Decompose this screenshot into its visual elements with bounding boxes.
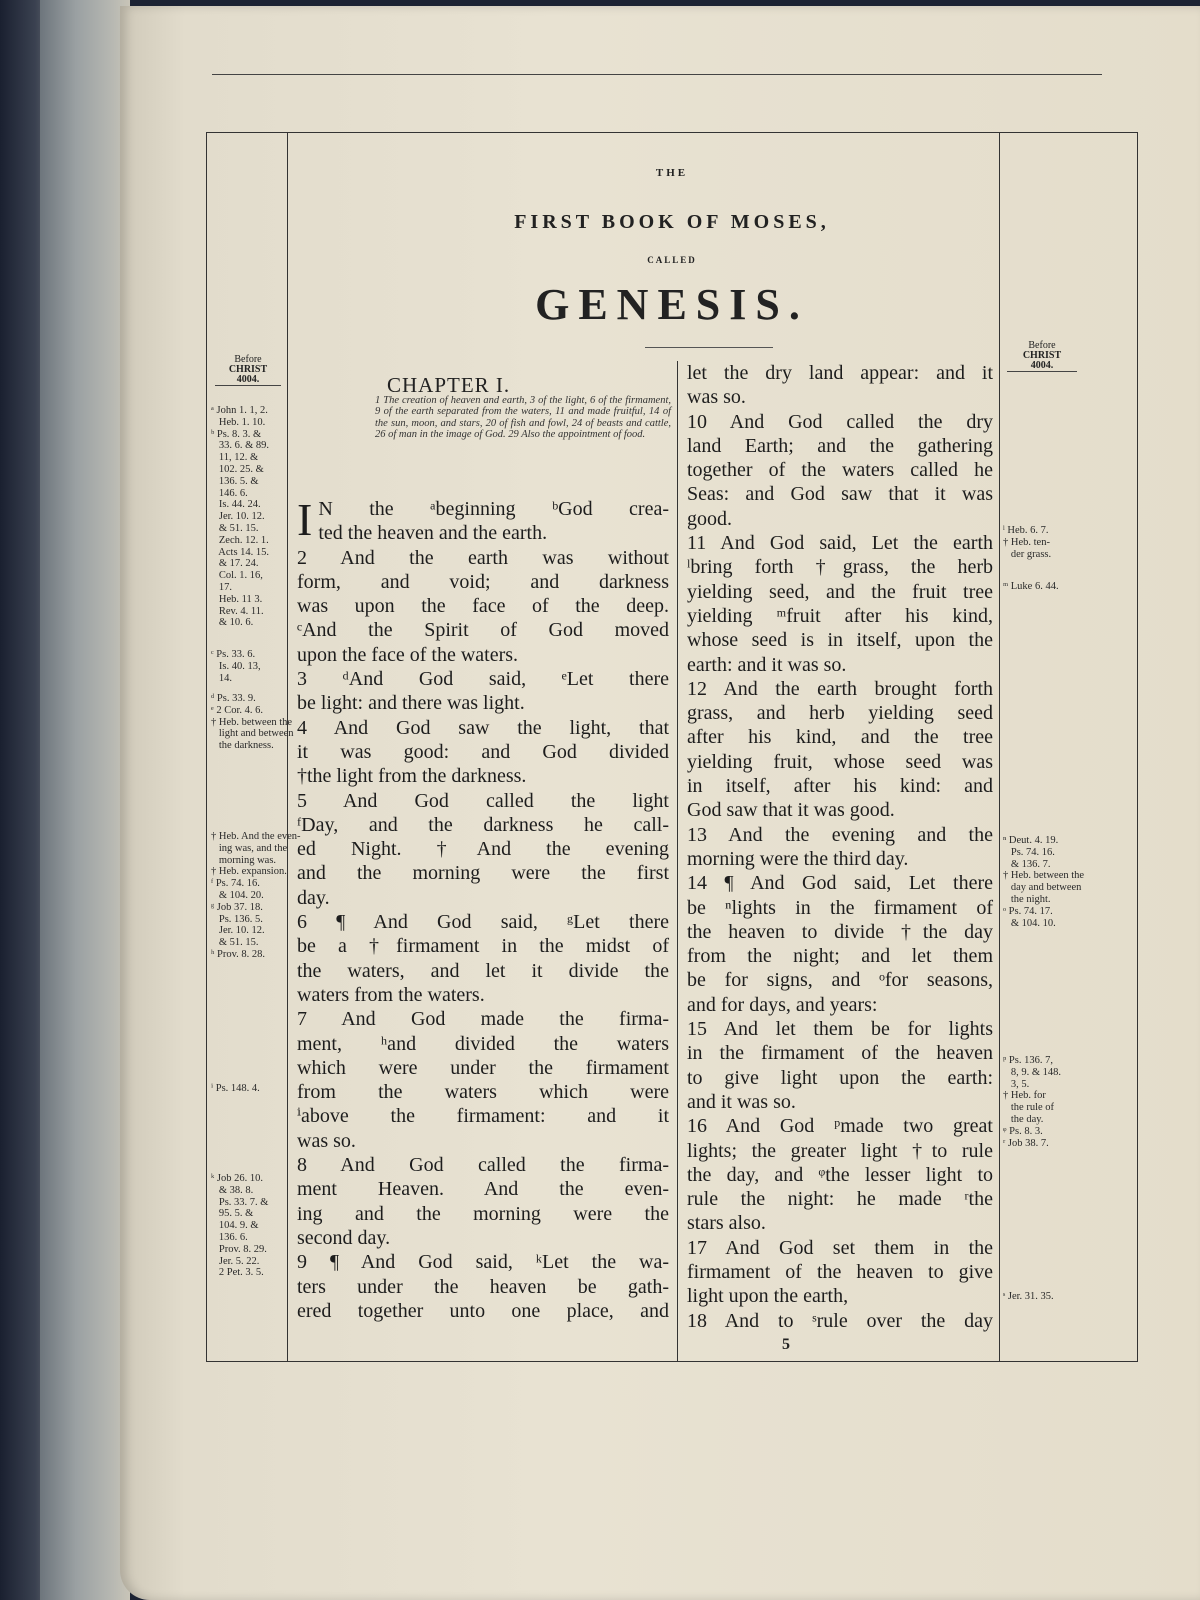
text-line: 13 And the evening and the: [687, 823, 993, 846]
cross-reference: ᵏ Job 26. 10. & 38. 8. Ps. 33. 7. & 95. 5. & 104. 9. & 136. 6. Prov. 8. 29. Jer. 5. 22. 2 Pet. 3. 5.: [211, 1173, 269, 1279]
text-line: ed Night. †And the evening: [297, 838, 669, 861]
text-line: ⁱabove the firmament: and it: [297, 1105, 669, 1128]
text-line: 2 And the earth was without: [297, 546, 669, 569]
text-line: from the night; and let them: [687, 945, 993, 968]
text-line: 11 And God said, Let the earth: [687, 532, 993, 555]
text-line: the heaven to divide †the day: [687, 920, 993, 943]
text-line: be light: and there was light.: [297, 692, 525, 715]
text-line: land Earth; and the gathering: [687, 434, 993, 457]
text-line: and it was so.: [687, 1090, 796, 1113]
text-line: it was good: and God divided: [297, 740, 669, 763]
year-left: 4004.: [215, 375, 281, 386]
text-line: let the dry land appear: and it: [687, 362, 993, 384]
text-line: earth: and it was so.: [687, 653, 847, 676]
cross-reference: ⁿ Deut. 4. 19. Ps. 74. 16. & 136. 7. † Heb. between the day and between the night. ᵒ Ps. 74. 17. & 104. 10.: [1003, 835, 1085, 929]
book-page: [120, 6, 1200, 1600]
text-line: after his kind, and the tree: [687, 726, 993, 749]
page-frame: [206, 132, 1138, 1362]
text-line: ment Heaven. And the even-: [297, 1178, 669, 1201]
text-line: upon the face of the waters.: [297, 643, 519, 666]
text-line: and for days, and years:: [687, 993, 878, 1016]
cross-reference: ᵐ Luke 6. 44.: [1003, 581, 1059, 592]
christ-label: CHRIST: [228, 364, 268, 375]
text-line: 3 ᵈAnd God said, ᵉLet there: [297, 668, 669, 691]
text-line: ment, ʰand divided the waters: [297, 1032, 669, 1055]
text-line: lights; the greater light †to rule: [687, 1139, 993, 1162]
text-line: 7 And God made the firma-: [297, 1008, 669, 1031]
cross-reference: ᶜ Ps. 33. 6. Is. 40. 13, 14.: [211, 649, 261, 684]
text-line: day.: [297, 886, 330, 909]
text-line: and the morning were the first: [297, 862, 669, 885]
before-label: Before: [234, 354, 262, 365]
text-line: 9 ¶ And God said, ᵏLet the wa-: [297, 1251, 669, 1274]
title-rule: [645, 347, 773, 348]
before-christ-right: [1007, 341, 1077, 372]
text-line: 16 And God ᵖmade two great: [687, 1115, 993, 1138]
text-line: be a †firmament in the midst of: [297, 935, 669, 958]
text-line: good.: [687, 507, 732, 530]
text-line: yielding fruit, whose seed was: [687, 750, 993, 773]
header-first-book: FIRST BOOK OF MOSES,: [514, 211, 830, 233]
text-line: be ⁿlights in the firmament of: [687, 896, 993, 919]
text-line: ters under the heaven be gath-: [297, 1275, 669, 1298]
cross-reference: ˡ Heb. 6. 7. † Heb. ten- der grass.: [1003, 525, 1052, 560]
page-number: 5: [782, 1336, 790, 1353]
text-line: ᶠDay, and the darkness he call-: [297, 813, 669, 836]
christ-label: CHRIST: [1022, 350, 1062, 361]
text-line: †the light from the darkness.: [297, 765, 527, 788]
text-line: ered together unto one place, and: [297, 1299, 669, 1322]
text-line: waters from the waters.: [297, 983, 485, 1006]
text-line: morning were the third day.: [687, 847, 909, 870]
text-line: 6 ¶ And God said, ᵍLet there: [297, 911, 669, 934]
text-line: was so.: [687, 386, 746, 409]
text-line: form, and void; and darkness: [297, 570, 669, 593]
text-line: second day.: [297, 1226, 391, 1249]
text-line: light upon the earth,: [687, 1285, 849, 1308]
text-line: ted the heaven and the earth.: [318, 522, 548, 545]
chapter-heading: CHAPTER I.: [387, 373, 511, 397]
column-divider: [677, 361, 678, 1361]
text-line: 12 And the earth brought forth: [687, 677, 993, 700]
text-line: be for signs, and ᵒfor seasons,: [687, 969, 993, 992]
cross-reference: ᵖ Ps. 136. 7, 8, 9. & 148. 3, 5. † Heb. for the rule of the day. ᵠ Ps. 8. 3. ʳ Job 38. 7.: [1003, 1055, 1062, 1149]
text-line: yielding ᵐfruit after his kind,: [687, 604, 993, 627]
text-line: N the ᵃbeginning ᵇGod crea-: [318, 498, 669, 520]
text-line: from the waters which were: [297, 1081, 669, 1104]
text-line: 8 And God called the firma-: [297, 1154, 669, 1177]
text-line: stars also.: [687, 1212, 766, 1235]
book-title: GENESIS.: [535, 280, 809, 329]
text-line: yielding seed, and the fruit tree: [687, 580, 993, 603]
text-line: 4 And God saw the light, that: [297, 716, 669, 739]
header-called: CALLED: [647, 255, 697, 265]
top-rule: [212, 74, 1102, 75]
text-line: grass, and herb yielding seed: [687, 702, 993, 725]
text-line: to give light upon the earth:: [687, 1066, 993, 1089]
cross-reference: ᵈ Ps. 33. 9. ᵉ 2 Cor. 4. 6. † Heb. between the light and between the darkness.: [211, 693, 294, 752]
text-line: 14 ¶ And God said, Let there: [687, 872, 993, 895]
right-text-column: [687, 361, 993, 1333]
text-line: 10 And God called the dry: [687, 410, 993, 433]
text-line: ᶜAnd the Spirit of God moved: [297, 619, 669, 642]
before-label: Before: [1028, 340, 1056, 351]
cross-reference: ˢ Jer. 31. 35.: [1003, 1291, 1054, 1302]
left-text-column: [297, 494, 669, 1323]
book-gutter: [40, 0, 130, 1600]
cross-reference: ⁱ Ps. 148. 4.: [211, 1083, 260, 1094]
text-line: in itself, after his kind: and: [687, 775, 993, 798]
text-line: together of the waters called he: [687, 459, 993, 482]
text-line: rule the night: he made ʳthe: [687, 1188, 993, 1211]
drop-cap: I: [297, 494, 313, 545]
text-line: was so.: [297, 1129, 356, 1152]
text-line: the day, and ᵠthe lesser light to: [687, 1163, 993, 1186]
text-line: firmament of the heaven to give: [687, 1260, 993, 1283]
before-christ-left: [215, 355, 281, 386]
header-the: THE: [655, 167, 689, 179]
text-line: the waters, and let it divide the: [297, 959, 669, 982]
text-line: was upon the face of the deep.: [297, 595, 669, 618]
text-line: 18 And to ˢrule over the day: [687, 1309, 993, 1332]
text-line: whose seed is in itself, upon the: [687, 629, 993, 652]
text-line: in the firmament of the heaven: [687, 1042, 993, 1065]
text-line: 17 And God set them in the: [687, 1236, 993, 1259]
year-right: 4004.: [1007, 361, 1077, 372]
text-line: ˡbring forth †grass, the herb: [687, 556, 993, 579]
text-line: 15 And let them be for lights: [687, 1018, 993, 1041]
text-line: Seas: and God saw that it was: [687, 483, 993, 506]
text-line: ing and the morning were the: [297, 1202, 669, 1225]
chapter-summary: 1 The creation of heaven and earth, 3 of the light, 6 of the firmament, 9 of the earth separated from the waters, 11 and made fruitful, 14 of the sun, moon, and stars, 20 of fish and fowl, 24 of beasts and cattle, 26 of man in the image of God. 29 Also the appointment of food.: [375, 395, 671, 441]
text-line: 5 And God called the light: [297, 789, 669, 812]
cross-reference: † Heb. And the even- ing was, and the morning was. † Heb. expansion. ᶠ Ps. 74. 16. & 104. 20. ᵍ Job 37. 18. Ps. 136. 5. Jer. 10. 12. & 51. 15. ʰ Prov. 8. 28.: [211, 831, 301, 960]
text-line: God saw that it was good.: [687, 799, 895, 822]
text-line: which were under the firmament: [297, 1056, 669, 1079]
cross-reference: ᵃ John 1. 1, 2. Heb. 1. 10. ᵇ Ps. 8. 3. & 33. 6. & 89. 11, 12. & 102. 25. & 136. 5. & 146. 6. Is. 44. 24. Jer. 10. 12. & 51. 15. Zech. 12. 1. Acts 14. 15. & 17. 24. Col. 1. 16, 17. Heb. 11 3. Rev. 4. 11. & 10. 6.: [211, 405, 270, 629]
